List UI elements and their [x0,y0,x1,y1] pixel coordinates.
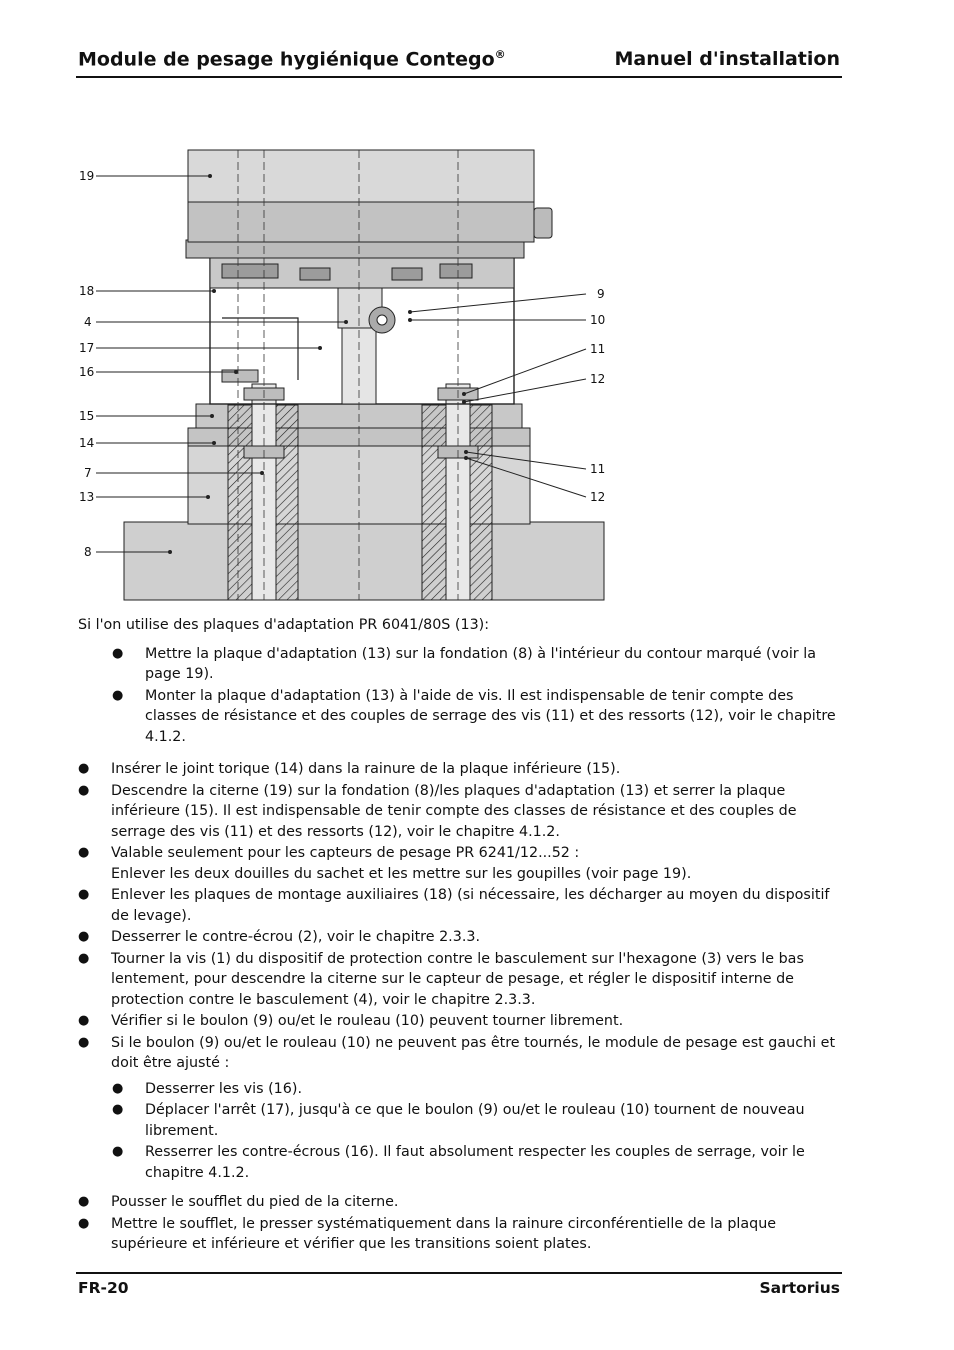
bullet-icon: ● [112,1102,124,1117]
callout-12-lower: 12 [590,490,606,504]
bullet-icon: ● [78,1215,90,1231]
callout-11-upper: 11 [590,342,606,356]
document-title: Module de pesage hygiénique Contego® [78,48,506,71]
callout-13: 13 [79,490,95,504]
callout-7: 7 [84,466,92,480]
bullet-icon: ● [78,929,90,944]
bullet-icon: ● [112,1080,124,1096]
adjustment-steps [78,1079,842,1184]
bullet-icon: ● [78,1013,90,1028]
bullet-icon: ● [112,687,124,703]
company-name: Sartorius [759,1279,840,1297]
list-item: ● Enlever les plaques de montage auxiliaires (18) (si nécessaire, les décharger au moyen du dispositif de levage). [78,887,830,924]
list-item: ● Desserrer le contre-écrou (2), voir le chapitre 2.3.3. [78,927,842,948]
list-item: ● Descendre la citerne (19) sur la fondation (8)/les plaques d'adaptation (13) et serrer la plaque inférieure (15). Il est indispensable de tenir compte des classes de résistance et des couples de serrage des vis (11) et des ressorts (12), voir le chapitre 4.1.2. [78,782,797,840]
bullet-icon: ● [112,645,124,661]
list-item: ● Vérifier si le boulon (9) ou/et le rouleau (10) peuvent tourner librement. [78,1011,842,1032]
page-number: FR-20 [78,1279,129,1297]
callout-19: 19 [79,169,95,183]
list-item: ● Valable seulement pour les capteurs de pesage PR 6241/12...52 : Enlever les deux douilles du sachet et les mettre sur les goupilles (voir page 19). [78,845,692,882]
callout-12-upper: 12 [590,372,606,386]
list-item: ● Pousser le soufflet du pied de la citerne. [78,1192,842,1213]
installation-steps [78,759,842,1255]
bullet-icon: ● [78,845,90,860]
callout-17: 17 [79,341,95,355]
callout-4: 4 [84,315,92,329]
weighing-module-cross-section [76,140,616,602]
callout-15: 15 [79,409,95,423]
bullet-icon: ● [78,1194,90,1209]
bullet-icon: ● [112,1144,124,1159]
callout-10: 10 [590,313,606,327]
callout-8: 8 [84,545,92,559]
document-type: Manuel d'installation [614,48,840,70]
bullet-icon: ● [78,950,90,966]
list-item: ● Resserrer les contre-écrous (16). Il faut absolument respecter les couples de serrage, voir le chapitre 4.1.2. [112,1144,805,1181]
list-item: ● Tourner la vis (1) du dispositif de protection contre le basculement sur l'hexagone (3) vers le bas lentement, pour descendre la citerne sur le capteur de pesage, et régler le dispositif interne de protection contre le basculement (4), voir le chapitre 2.3.3. [78,950,804,1008]
callout-9: 9 [597,287,605,301]
intro-text: Si l'on utilise des plaques d'adaptation PR 6041/80S (13): [78,617,490,633]
bullet-icon: ● [78,1034,90,1050]
list-item: ● Desserrer les vis (16). [78,1079,842,1100]
callout-16: 16 [79,365,95,379]
technical-drawing [76,140,616,602]
page-footer [76,1272,842,1297]
bullet-icon: ● [78,887,90,902]
list-item: ● Déplacer l'arrêt (17), jusqu'à ce que le boulon (9) ou/et le rouleau (10) tournent de nouveau librement. [112,1102,805,1139]
list-item: ● Mettre le soufflet, le presser systématiquement dans la rainure circonférentielle de la plaque supérieure et inférieure et vérifier que les transitions soient plates. [78,1215,777,1252]
list-item: ● Mettre la plaque d'adaptation (13) sur la fondation (8) à l'intérieur du contour marqué (voir la page 19). [112,645,816,682]
instructions-body [78,615,842,1256]
list-item: ● Monter la plaque d'adaptation (13) à l'aide de vis. Il est indispensable de tenir compte des classes de résistance et des couples de serrage des vis (11) et des ressorts (12), voir le chapitre 4.1.2. [112,687,836,745]
callout-14: 14 [79,436,95,450]
list-item: ● Si le boulon (9) ou/et le rouleau (10) ne peuvent pas être tournés, le module de pesage est gauchi et doit être ajusté : ● Desserrer les vis (16). ● Déplacer l'arrêt (17), jusqu'à ce que le boulon (9) ou/et le rouleau (10) tournent de nouveau librement. ● Resserrer les contre-écrous (16). Il faut absolument respecter les couples de serrage, voir le chapitre 4.1.2. [78,1033,842,1184]
adapter-plate-steps [78,644,842,748]
bullet-icon: ● [78,761,90,776]
page-header [76,46,842,78]
bullet-icon: ● [78,782,90,798]
list-item: ● Insérer le joint torique (14) dans la rainure de la plaque inférieure (15). [78,759,842,780]
callout-18: 18 [79,284,95,298]
callout-11-lower: 11 [590,462,606,476]
